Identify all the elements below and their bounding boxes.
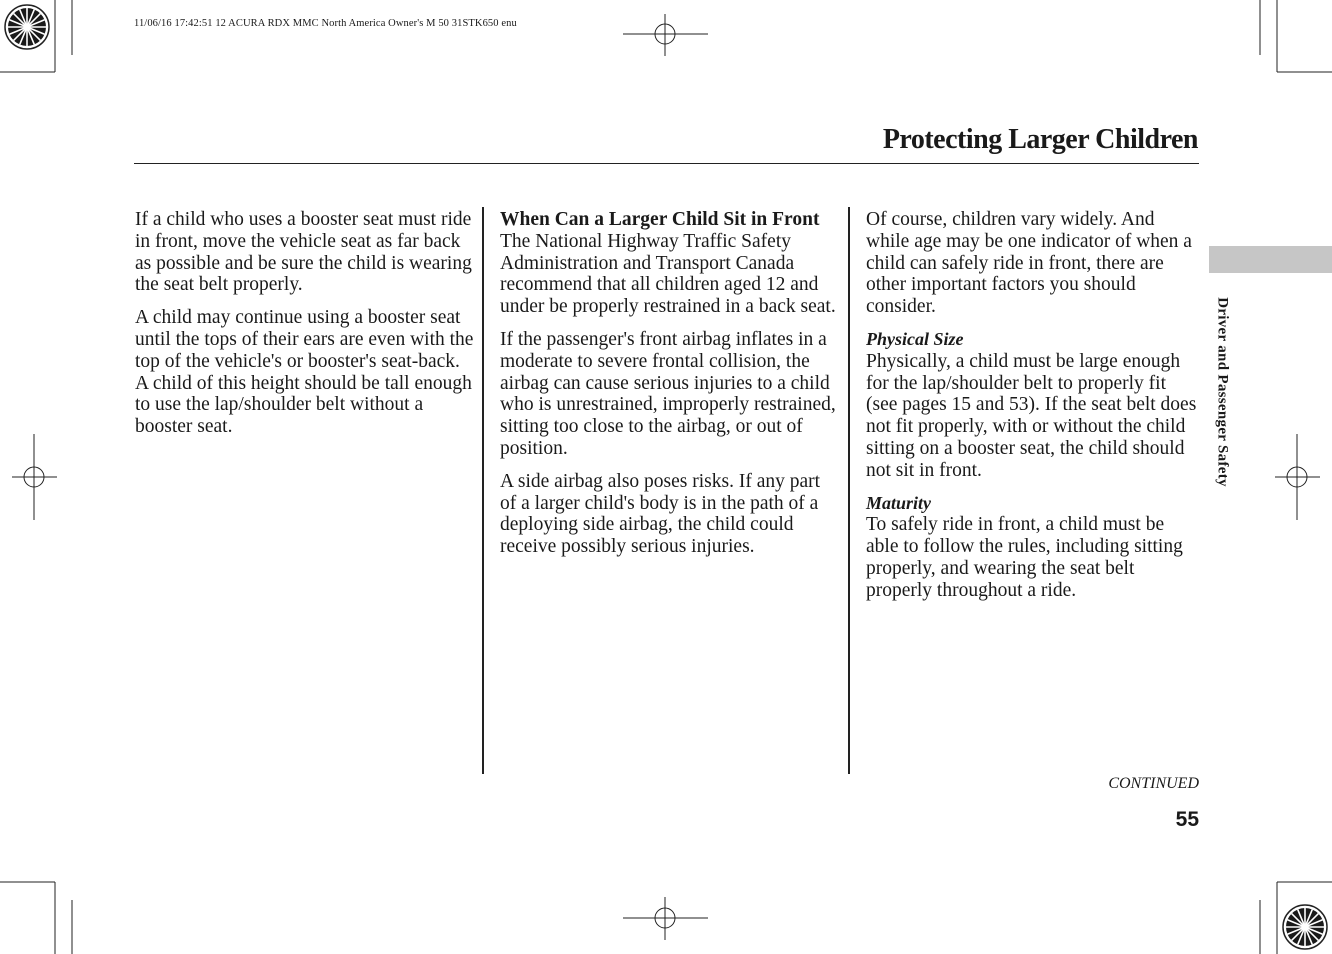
title-divider <box>134 163 1199 164</box>
column-2 <box>500 209 836 569</box>
physical-size-heading: Physical Size <box>866 328 964 349</box>
page-title: Protecting Larger Children <box>882 124 1198 155</box>
sunburst-mark-top-left <box>5 5 49 49</box>
paragraph: If a child who uses a booster seat must ride in front, move the vehicle seat as far back as possible and be sure the child is wearing the seat belt properly. <box>135 209 472 296</box>
page-number: 55 <box>1175 808 1199 831</box>
paragraph: The National Highway Traffic Safety Administration and Transport Canada recommend that all children aged 12 and under be properly restrained in a back seat. <box>500 230 836 318</box>
registration-mark-left <box>12 434 57 520</box>
paragraph: A side airbag also poses risks. If any part of a larger child's body is in the path of a deploying side airbag, the child could receive possibly serious injuries. <box>500 470 821 558</box>
maturity-heading: Maturity <box>866 492 932 513</box>
paragraph: To safely ride in front, a child must be able to follow the rules, including sitting properly, and wearing the seat belt properly throughout a ride. <box>866 514 1183 601</box>
registration-mark-right <box>1275 434 1320 520</box>
section-tab-label: Driver and Passenger Safety <box>1214 297 1231 487</box>
paragraph: If the passenger's front airbag inflates in a moderate to severe frontal collision, the airbag can cause serious injuries to a child who is unrestrained, improperly restrained, sitting too close to the airbag, or out of position. <box>500 328 836 459</box>
continued-label: CONTINUED <box>1108 775 1199 792</box>
sunburst-mark-bottom-right <box>1283 905 1327 949</box>
column-divider <box>848 207 850 774</box>
column-1 <box>135 209 475 449</box>
print-header: 11/06/16 17:42:51 12 ACURA RDX MMC North America Owner's M 50 31STK650 enu <box>134 18 517 29</box>
paragraph: Physically, a child must be large enough for the lap/shoulder belt to properly fit (see pages 15 and 53). If the seat belt does not fit properly, with or without the child sitting on a booster seat, the child should not sit in front. <box>866 350 1197 481</box>
paragraph: A child may continue using a booster seat until the tops of their ears are even with the top of the vehicle's or booster's seat-back. A child of this height should be tall enough to use the lap/shoulder belt without a booster seat. <box>135 307 474 438</box>
registration-mark-bottom <box>623 897 708 940</box>
registration-mark-top <box>623 14 708 56</box>
paragraph: Of course, children vary widely. And while age may be one indicator of when a child can safely ride in front, there are other important factors you should consider. <box>866 209 1192 318</box>
section-heading: When Can a Larger Child Sit in Front <box>500 209 820 230</box>
column-3 <box>866 209 1200 613</box>
column-divider <box>482 207 484 774</box>
section-tab <box>1209 246 1332 273</box>
